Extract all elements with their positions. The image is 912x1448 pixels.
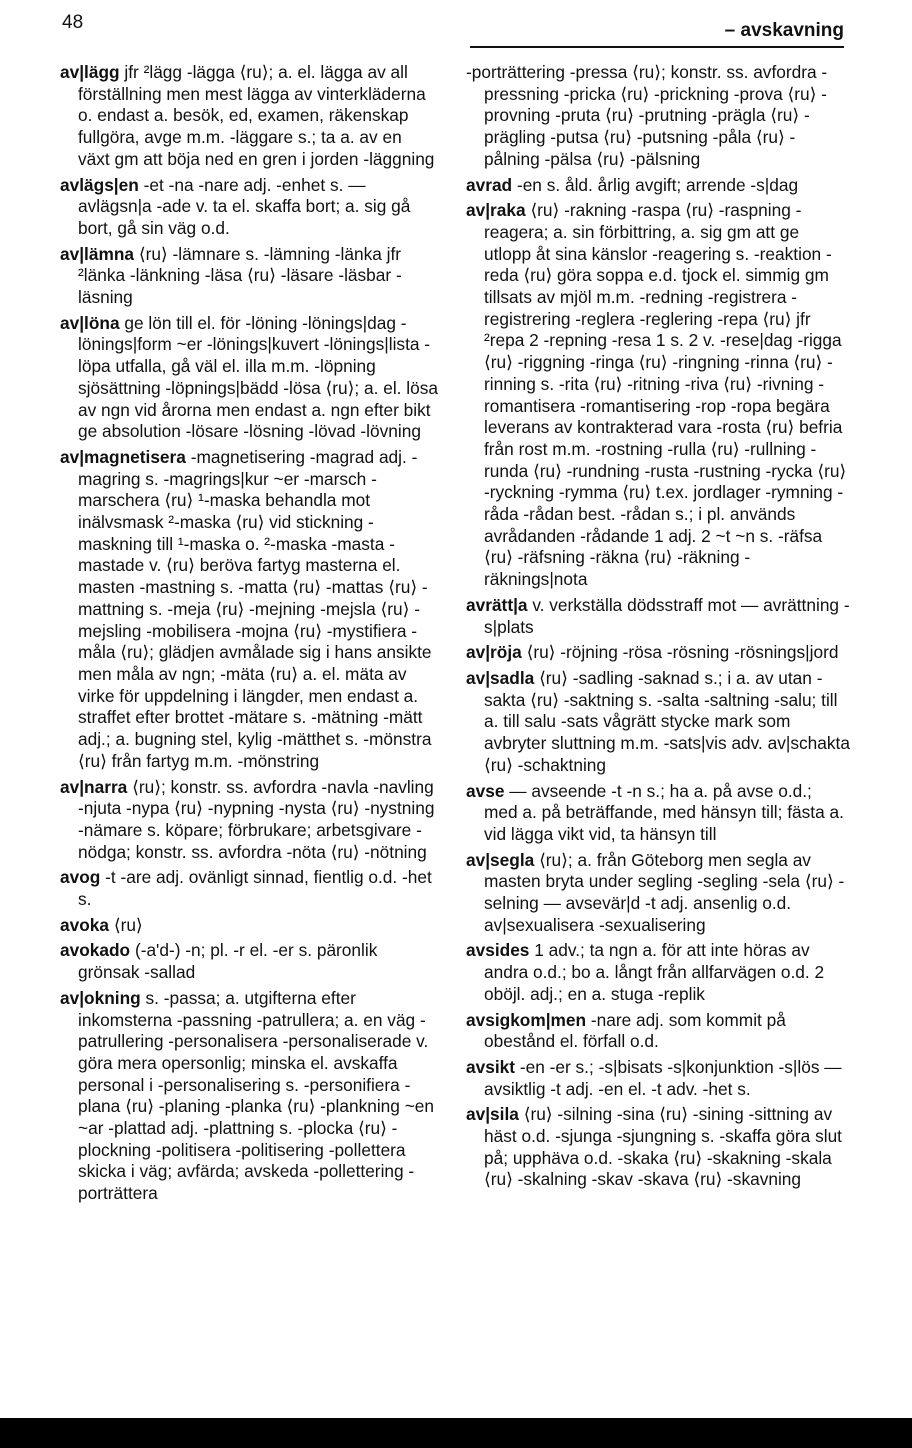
entry-headword: avoka [60,914,110,935]
dictionary-entry [466,850,850,937]
entry-text: ⟨ru⟩ -rakning -raspa ⟨ru⟩ -raspning -reagera; a. sin förbittring, a. sig gm att ge utlopp åt sina känslor -reagering s. -reaktion -reda ⟨ru⟩ göra soppa e.d. tjock el. simmig gm tillsats av mjöl m.m. -redning -registrera -registrering -reglera -reglering -repa ⟨ru⟩ jfr ²repa 2 -repning -resa 1 s. 2 v. -rese|dag -rigga ⟨ru⟩ -riggning -ringa ⟨ru⟩ -ringning -rinna ⟨ru⟩ -rinning s. -rita ⟨ru⟩ -ritning -riva ⟨ru⟩ -rivning -romantisera -romantisering -rop -ropa begära leverans av kontrakterad vara -rosta ⟨ru⟩ befria från rost m.m. -rostning -rulla ⟨ru⟩ -rullning -runda ⟨ru⟩ -rundning -rusta -rustning -rycka ⟨ru⟩ -ryckning -rymma ⟨ru⟩ t.ex. jordlager -rymning -råda -rådan best. -rådan s.; i pl. används avrådanden -rådande 1 adj. 2 ~t ~n s. -räfsa ⟨ru⟩ -räfsning -räkna ⟨ru⟩ -räkning -räknings|nota [484,200,847,590]
dictionary-entry [466,668,850,777]
dictionary-entry [60,777,438,864]
dictionary-entry [466,1057,850,1100]
entry-text: ⟨ru⟩; a. från Göteborg men segla av masten bryta under segling -segling -sela ⟨ru⟩ -selning — avsevär|d -t adj. ansenlig o.d. av|sexualisera -sexualisering [484,849,845,935]
entry-headword: av|narra [60,776,128,797]
entry-headword: avokado [60,940,131,961]
entry-text: -t -are adj. ovänligt sinnad, fientlig o.d. -het s. [78,867,432,910]
entry-headword: av|lämna [60,243,135,264]
page-number: 48 [62,12,84,33]
entry-headword: avsides [466,940,530,961]
entry-text: -magnetisering -magrad adj. -magring s. -magrings|kur ~er -marsch -marschera ⟨ru⟩ ¹-maska behandla mot inälvsmask ²-maska ⟨ru⟩ vid stickning -maskning till ¹-maska o. ²-maska -masta -mastade v. ⟨ru⟩ beröva fartyg masterna el. masten -mastning s. -matta ⟨ru⟩ -mattas ⟨ru⟩ -mattning s. -meja ⟨ru⟩ -mejning -mejsla ⟨ru⟩ -mejsling -mobilisera -mojna ⟨ru⟩ -mystifiera -måla ⟨ru⟩; glädjen avmålade sig i hans ansikte men måla av ngn; -mäta ⟨ru⟩ a. el. mäta av virke för uppdelning i längder, men endast a. straffet efter brottet -mätare s. -mätning -mätt adj.; a. bugning stel, kylig -mätthet s. -mönstra ⟨ru⟩ från fartyg m.m. -mönstring [78,446,432,771]
dictionary-entry [60,988,438,1205]
entry-headword: avog [60,867,101,888]
entry-text: 1 adv.; ta ngn a. för att inte höras av andra o.d.; bo a. långt från allfarvägen o.d. 2 oböjl. adj.; en a. stuga -replik [484,940,825,1004]
entry-text: -en s. åld. årlig avgift; arrende -s|dag [516,174,799,195]
entry-headword: av|lägg [60,62,120,82]
entry-text: -nare adj. som kommit på obestånd el. förfall o.d. [484,1009,786,1052]
dictionary-entry [466,642,850,664]
dictionary-entry [60,940,438,983]
dictionary-entry [466,62,850,171]
entry-text: ⟨ru⟩ -lämnare s. -lämning -länka jfr ²länka -länkning -läsa ⟨ru⟩ -läsare -läsbar -läsning [78,243,402,308]
entry-text: ⟨ru⟩; konstr. ss. avfordra -navla -navling -njuta -nypa ⟨ru⟩ -nypning -nysta ⟨ru⟩ -nystning -nämare s. köpare; förbrukare; arbetsgivare -nödga; konstr. ss. avfordra -nöta ⟨ru⟩ -nötning [78,776,435,862]
dictionary-entry [60,313,438,443]
dictionary-entry [60,62,438,171]
entry-headword: av|löna [60,312,120,333]
entry-headword: avsigkom|men [466,1009,587,1030]
dictionary-entry [466,175,850,197]
running-head: – avskavning [724,20,844,41]
entry-headword: avrätt|a [466,594,528,615]
dictionary-entry [60,175,438,240]
entry-headword: avsikt [466,1056,516,1077]
entry-text: -et -na -nare adj. -enhet s. — avlägsn|a -ade v. ta el. skaffa bort; a. sig gå bort, gå sin väg o.d. [78,174,411,238]
entry-headword: avrad [466,174,513,195]
dictionary-entry [466,781,850,846]
entry-headword: avse [466,780,505,801]
entry-text: -porträttering -pressa ⟨ru⟩; konstr. ss. avfordra -pressning -pricka ⟨ru⟩ -prickning -prova ⟨ru⟩ -provning -pruta ⟨ru⟩ -prutning -prägla ⟨ru⟩ -prägling -putsa ⟨ru⟩ -putsning -påla ⟨ru⟩ -pålning -pälsa ⟨ru⟩ -pälsning [466,62,828,169]
entry-headword: av|sila [466,1104,519,1125]
entry-headword: av|magnetisera [60,446,186,467]
header-rule [470,46,844,48]
entry-text: ⟨ru⟩ -silning -sina ⟨ru⟩ -sining -sittning av häst o.d. -sjunga -sjungning s. -skaffa göra slut på; upphäva o.d. -skaka ⟨ru⟩ -skakning -skala ⟨ru⟩ -skalning -skav -skava ⟨ru⟩ -skavning [484,1104,842,1190]
dictionary-entry [466,1104,850,1191]
entry-text: ge lön till el. för -löning -lönings|dag -lönings|form ~er -lönings|kuvert -lönings|lista -löpa utfalla, gå väl el. illa m.m. -löpning sjösättning -löpnings|bädd -lösa ⟨ru⟩; a. el. lösa av ngn vid årorna men endast a. ngn efter bikt ge absolution -lösare -lösning -lövad -lövning [78,312,438,442]
entry-text: -en -er s.; -s|bisats -s|konjunktion -s|lös — avsiktlig -t adj. -en el. -t adv. -het s. [484,1056,842,1099]
dictionary-entry [466,200,850,591]
entry-headword: av|sadla [466,667,535,688]
right-column [466,62,850,1195]
entry-text: jfr ²lägg -lägga ⟨ru⟩; a. el. lägga av all förställning men mest lägga av vinterkläderna o. endast a. besök, ed, examen, räkenskap fullgöra, avge m.m. -läggare s.; ta a. av en växt gm att böja ned en gren i jorden -läggning [78,62,435,169]
entry-headword: avlägs|en [60,174,139,195]
dictionary-entry [466,595,850,638]
entry-headword: av|okning [60,987,141,1008]
dictionary-entry [60,867,438,910]
dictionary-entry [60,915,438,937]
footer-bar [0,1418,912,1448]
entry-headword: av|segla [466,849,535,870]
entry-text: — avseende -t -n s.; ha a. på avse o.d.; med a. på beträffande, med hänsyn till; fästa a. vid lägga vikt vid, ta hänsyn till [484,780,844,844]
entry-text: ⟨ru⟩ [113,914,143,935]
entry-headword: av|raka [466,200,526,221]
entry-text: ⟨ru⟩ -sadling -saknad s.; i a. av utan -sakta ⟨ru⟩ -saktning s. -salta -saltning -salu; till a. till salu -sats vågrätt stycke mark som avbryter sluttning m.m. -sats|vis adv. av|schakta ⟨ru⟩ -schaktning [484,667,850,775]
dictionary-entry [466,1010,850,1053]
dictionary-entry [466,940,850,1005]
entry-text: ⟨ru⟩ -röjning -rösa -rösning -rösnings|jord [526,642,839,663]
entry-text: v. verkställa dödsstraff mot — avrättning -s|plats [484,594,850,637]
entry-text: (-a'd-) -n; pl. -r el. -er s. päronlik grönsak -sallad [78,940,378,983]
left-column [60,62,438,1209]
entry-headword: av|röja [466,642,522,663]
dictionary-entry [60,244,438,309]
dictionary-entry [60,447,438,773]
entry-text: s. -passa; a. utgifterna efter inkomsterna -passning -patrullera; a. en väg -patrullering -personalisera -personaliserade v. göra mera opersonlig; minska el. avskaffa personal i -personalisering s. -personifiera -plana ⟨ru⟩ -planing -planka ⟨ru⟩ -plankning ~en ~ar -plattad adj. -plattning s. -plocka ⟨ru⟩ -plockning -politisera -politisering -pollettera skicka i väg; avfärda; avskeda -pollettering -porträttera [78,987,435,1204]
